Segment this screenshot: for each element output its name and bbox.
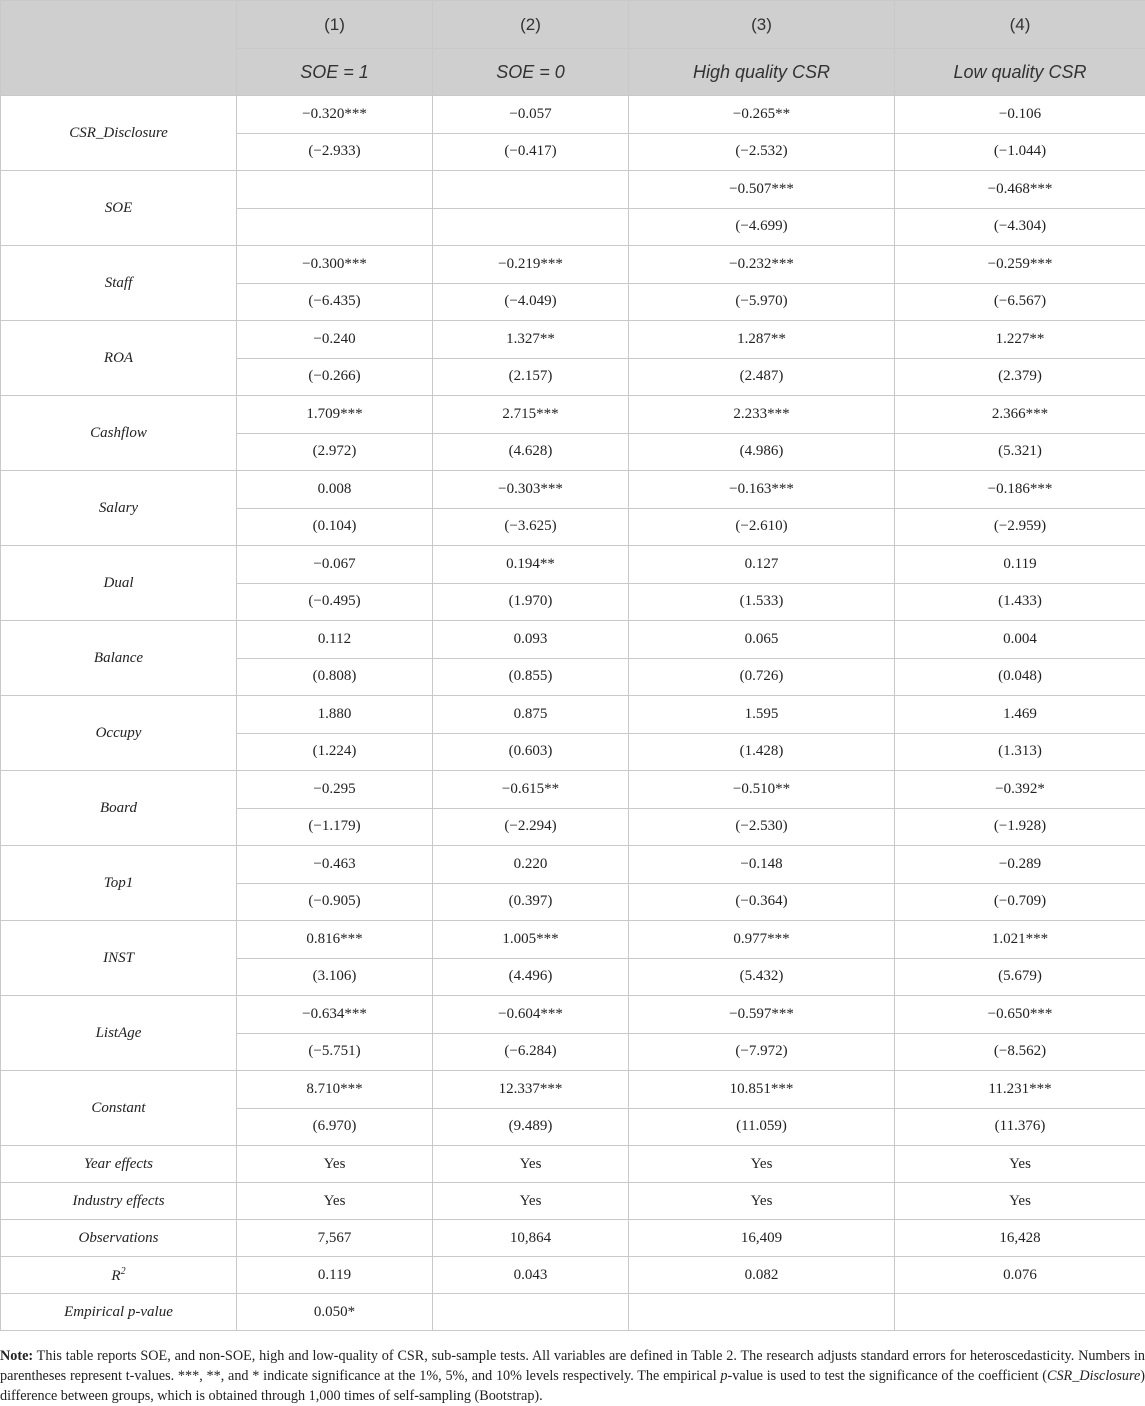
table-row-summary	[1, 1183, 1145, 1220]
t-value-cell	[433, 208, 629, 246]
t-value-cell: (−6.284)	[433, 1033, 629, 1071]
table-row-summary	[1, 1294, 1145, 1331]
coefficient-cell: −0.634***	[237, 996, 433, 1034]
t-value-cell: (4.496)	[433, 958, 629, 996]
coefficient-cell: 1.287**	[629, 321, 895, 359]
t-value-cell: (−1.044)	[895, 133, 1145, 171]
note-label: Note:	[0, 1348, 33, 1364]
t-value-cell: (−0.495)	[237, 583, 433, 621]
summary-value-cell	[433, 1294, 629, 1331]
table-row-coefficient	[1, 96, 1145, 134]
table-row-summary	[1, 1146, 1145, 1183]
t-value-cell: (−3.625)	[433, 508, 629, 546]
t-value-cell: (2.487)	[629, 358, 895, 396]
summary-value-cell: Yes	[629, 1146, 895, 1183]
t-value-cell: (−2.530)	[629, 808, 895, 846]
coefficient-cell: −0.057	[433, 96, 629, 134]
column-label: High quality CSR	[629, 49, 895, 96]
coefficient-cell: −0.067	[237, 546, 433, 584]
variable-name: Dual	[1, 546, 237, 621]
variable-name: Top1	[1, 846, 237, 921]
summary-label	[1, 1257, 237, 1294]
table-row-coefficient	[1, 471, 1145, 509]
t-value-cell: (2.379)	[895, 358, 1145, 396]
summary-value-cell: Yes	[433, 1183, 629, 1220]
t-value-cell: (−1.928)	[895, 808, 1145, 846]
table-row-coefficient	[1, 996, 1145, 1034]
t-value-cell: (−0.709)	[895, 883, 1145, 921]
variable-name: ROA	[1, 321, 237, 396]
coefficient-cell: 0.127	[629, 546, 895, 584]
t-value-cell: (4.628)	[433, 433, 629, 471]
variable-name: CSR_Disclosure	[1, 96, 237, 171]
t-value-cell: (1.970)	[433, 583, 629, 621]
column-number: (3)	[629, 1, 895, 49]
t-value-cell: (2.972)	[237, 433, 433, 471]
table-note	[0, 1346, 1145, 1406]
coefficient-cell: 0.093	[433, 621, 629, 659]
coefficient-cell	[237, 171, 433, 209]
variable-name: Balance	[1, 621, 237, 696]
summary-value-cell: 16,428	[895, 1220, 1145, 1257]
coefficient-cell: −0.259***	[895, 246, 1145, 284]
table-row-coefficient	[1, 246, 1145, 284]
t-value-cell: (−7.972)	[629, 1033, 895, 1071]
coefficient-cell: −0.148	[629, 846, 895, 884]
t-value-cell: (−0.364)	[629, 883, 895, 921]
summary-value-cell: Yes	[895, 1183, 1145, 1220]
coefficient-cell: 0.004	[895, 621, 1145, 659]
summary-label-text: Industry effects	[72, 1193, 164, 1209]
coefficient-cell: 2.233***	[629, 396, 895, 434]
coefficient-cell: −0.510**	[629, 771, 895, 809]
table-row-summary	[1, 1220, 1145, 1257]
table-row-coefficient	[1, 921, 1145, 959]
t-value-cell: (11.376)	[895, 1108, 1145, 1146]
t-value-cell: (1.428)	[629, 733, 895, 771]
coefficient-cell: 0.008	[237, 471, 433, 509]
table-row-coefficient	[1, 396, 1145, 434]
t-value-cell: (−0.266)	[237, 358, 433, 396]
coefficient-cell: −0.163***	[629, 471, 895, 509]
table-row-coefficient	[1, 1071, 1145, 1109]
coefficient-cell: 0.220	[433, 846, 629, 884]
summary-label	[1, 1183, 237, 1220]
t-value-cell	[237, 208, 433, 246]
coefficient-cell: 0.194**	[433, 546, 629, 584]
t-value-cell: (−2.959)	[895, 508, 1145, 546]
coefficient-cell: 0.977***	[629, 921, 895, 959]
coefficient-cell: 1.880	[237, 696, 433, 734]
coefficient-cell: 0.112	[237, 621, 433, 659]
header-corner-cell	[1, 1, 237, 96]
coefficient-cell: −0.392*	[895, 771, 1145, 809]
coefficient-cell: −0.597***	[629, 996, 895, 1034]
variable-name: Board	[1, 771, 237, 846]
t-value-cell: (1.224)	[237, 733, 433, 771]
header-row-numbers	[1, 1, 1145, 49]
coefficient-cell: 12.337***	[433, 1071, 629, 1109]
summary-label	[1, 1146, 237, 1183]
coefficient-cell: 0.065	[629, 621, 895, 659]
summary-value-cell	[629, 1294, 895, 1331]
coefficient-cell: −0.615**	[433, 771, 629, 809]
coefficient-cell: 1.021***	[895, 921, 1145, 959]
coefficient-cell: 1.595	[629, 696, 895, 734]
table-row-coefficient	[1, 546, 1145, 584]
coefficient-cell	[433, 171, 629, 209]
coefficient-cell: 11.231***	[895, 1071, 1145, 1109]
column-number: (4)	[895, 1, 1145, 49]
t-value-cell: (−2.933)	[237, 133, 433, 171]
variable-name: ListAge	[1, 996, 237, 1071]
table-row-coefficient	[1, 321, 1145, 359]
t-value-cell: (9.489)	[433, 1108, 629, 1146]
t-value-cell: (4.986)	[629, 433, 895, 471]
summary-label-text: Empirical p-value	[64, 1304, 173, 1320]
coefficient-cell: −0.186***	[895, 471, 1145, 509]
t-value-cell: (−4.304)	[895, 208, 1145, 246]
t-value-cell: (5.432)	[629, 958, 895, 996]
t-value-cell: (0.397)	[433, 883, 629, 921]
coefficient-cell: −0.232***	[629, 246, 895, 284]
t-value-cell: (6.970)	[237, 1108, 433, 1146]
coefficient-cell: −0.300***	[237, 246, 433, 284]
summary-label-text: R	[111, 1268, 120, 1284]
table-body	[1, 96, 1145, 1331]
summary-value-cell: Yes	[237, 1183, 433, 1220]
summary-value-cell: Yes	[895, 1146, 1145, 1183]
variable-name: Occupy	[1, 696, 237, 771]
table-row-coefficient	[1, 171, 1145, 209]
variable-name: Constant	[1, 1071, 237, 1146]
t-value-cell: (2.157)	[433, 358, 629, 396]
summary-value-cell: 10,864	[433, 1220, 629, 1257]
t-value-cell: (−6.435)	[237, 283, 433, 321]
table-row-coefficient	[1, 771, 1145, 809]
summary-label-text: Year effects	[84, 1156, 153, 1172]
t-value-cell: (1.313)	[895, 733, 1145, 771]
variable-name: SOE	[1, 171, 237, 246]
summary-label	[1, 1220, 237, 1257]
coefficient-cell: 2.715***	[433, 396, 629, 434]
t-value-cell: (−2.532)	[629, 133, 895, 171]
note-text: This table reports SOE, and non-SOE, high and low-quality of CSR, sub-sample tests. All variables are defined in Table 2. The research adjusts standard errors for heteroscedasticity. Numbers in parentheses represent t-values. ***, **, and * indicate significance at the 1%, 5%, and 10% levels respectively. The empirical	[0, 1348, 1145, 1384]
variable-name: Staff	[1, 246, 237, 321]
t-value-cell: (0.855)	[433, 658, 629, 696]
coefficient-cell: −0.507***	[629, 171, 895, 209]
coefficient-cell: 1.709***	[237, 396, 433, 434]
table-row-summary	[1, 1257, 1145, 1294]
note-text: -value is used to test the significance of the coefficient (	[728, 1368, 1047, 1384]
coefficient-cell: −0.650***	[895, 996, 1145, 1034]
summary-value-cell: 7,567	[237, 1220, 433, 1257]
coefficient-cell: −0.604***	[433, 996, 629, 1034]
t-value-cell: (−6.567)	[895, 283, 1145, 321]
t-value-cell: (−0.417)	[433, 133, 629, 171]
coefficient-cell: 0.119	[895, 546, 1145, 584]
coefficient-cell: −0.303***	[433, 471, 629, 509]
summary-label-text: Observations	[79, 1230, 159, 1246]
coefficient-cell: 2.366***	[895, 396, 1145, 434]
t-value-cell: (−0.905)	[237, 883, 433, 921]
coefficient-cell: −0.265**	[629, 96, 895, 134]
coefficient-cell: −0.295	[237, 771, 433, 809]
t-value-cell: (0.048)	[895, 658, 1145, 696]
coefficient-cell: 1.469	[895, 696, 1145, 734]
coefficient-cell: 0.816***	[237, 921, 433, 959]
coefficient-cell: −0.240	[237, 321, 433, 359]
variable-name: INST	[1, 921, 237, 996]
column-label: SOE = 1	[237, 49, 433, 96]
column-number: (2)	[433, 1, 629, 49]
note-text: ) difference between groups, which is obtained through 1,000 times of self-sampling (Bootstrap).	[0, 1368, 1145, 1404]
summary-label-superscript: 2	[121, 1266, 126, 1277]
coefficient-cell: 1.227**	[895, 321, 1145, 359]
t-value-cell: (−2.294)	[433, 808, 629, 846]
t-value-cell: (11.059)	[629, 1108, 895, 1146]
summary-value-cell: 0.050*	[237, 1294, 433, 1331]
t-value-cell: (0.104)	[237, 508, 433, 546]
coefficient-cell: −0.320***	[237, 96, 433, 134]
column-label: SOE = 0	[433, 49, 629, 96]
summary-value-cell: 0.082	[629, 1257, 895, 1294]
t-value-cell: (5.321)	[895, 433, 1145, 471]
coefficient-cell: 8.710***	[237, 1071, 433, 1109]
coefficient-cell: −0.289	[895, 846, 1145, 884]
coefficient-cell: −0.463	[237, 846, 433, 884]
t-value-cell: (−8.562)	[895, 1033, 1145, 1071]
coefficient-cell: −0.219***	[433, 246, 629, 284]
column-label: Low quality CSR	[895, 49, 1145, 96]
t-value-cell: (1.433)	[895, 583, 1145, 621]
summary-value-cell: 0.119	[237, 1257, 433, 1294]
summary-label	[1, 1294, 237, 1331]
summary-value-cell: Yes	[629, 1183, 895, 1220]
t-value-cell: (1.533)	[629, 583, 895, 621]
note-italic-p: p	[720, 1368, 727, 1384]
coefficient-cell: 1.327**	[433, 321, 629, 359]
t-value-cell: (−2.610)	[629, 508, 895, 546]
coefficient-cell: 10.851***	[629, 1071, 895, 1109]
note-italic-variable: CSR_Disclosure	[1047, 1368, 1140, 1384]
t-value-cell: (−5.751)	[237, 1033, 433, 1071]
summary-value-cell: Yes	[433, 1146, 629, 1183]
variable-name: Salary	[1, 471, 237, 546]
table-row-coefficient	[1, 846, 1145, 884]
table-header	[1, 1, 1145, 96]
t-value-cell: (5.679)	[895, 958, 1145, 996]
t-value-cell: (0.603)	[433, 733, 629, 771]
summary-value-cell	[895, 1294, 1145, 1331]
t-value-cell: (−4.699)	[629, 208, 895, 246]
summary-value-cell: 0.043	[433, 1257, 629, 1294]
t-value-cell: (3.106)	[237, 958, 433, 996]
coefficient-cell: 1.005***	[433, 921, 629, 959]
t-value-cell: (−4.049)	[433, 283, 629, 321]
coefficient-cell: −0.106	[895, 96, 1145, 134]
t-value-cell: (−5.970)	[629, 283, 895, 321]
t-value-cell: (0.726)	[629, 658, 895, 696]
summary-value-cell: 0.076	[895, 1257, 1145, 1294]
t-value-cell: (0.808)	[237, 658, 433, 696]
t-value-cell: (−1.179)	[237, 808, 433, 846]
variable-name: Cashflow	[1, 396, 237, 471]
coefficient-cell: −0.468***	[895, 171, 1145, 209]
summary-value-cell: Yes	[237, 1146, 433, 1183]
summary-value-cell: 16,409	[629, 1220, 895, 1257]
table-row-coefficient	[1, 696, 1145, 734]
table-row-coefficient	[1, 621, 1145, 659]
coefficient-cell: 0.875	[433, 696, 629, 734]
column-number: (1)	[237, 1, 433, 49]
